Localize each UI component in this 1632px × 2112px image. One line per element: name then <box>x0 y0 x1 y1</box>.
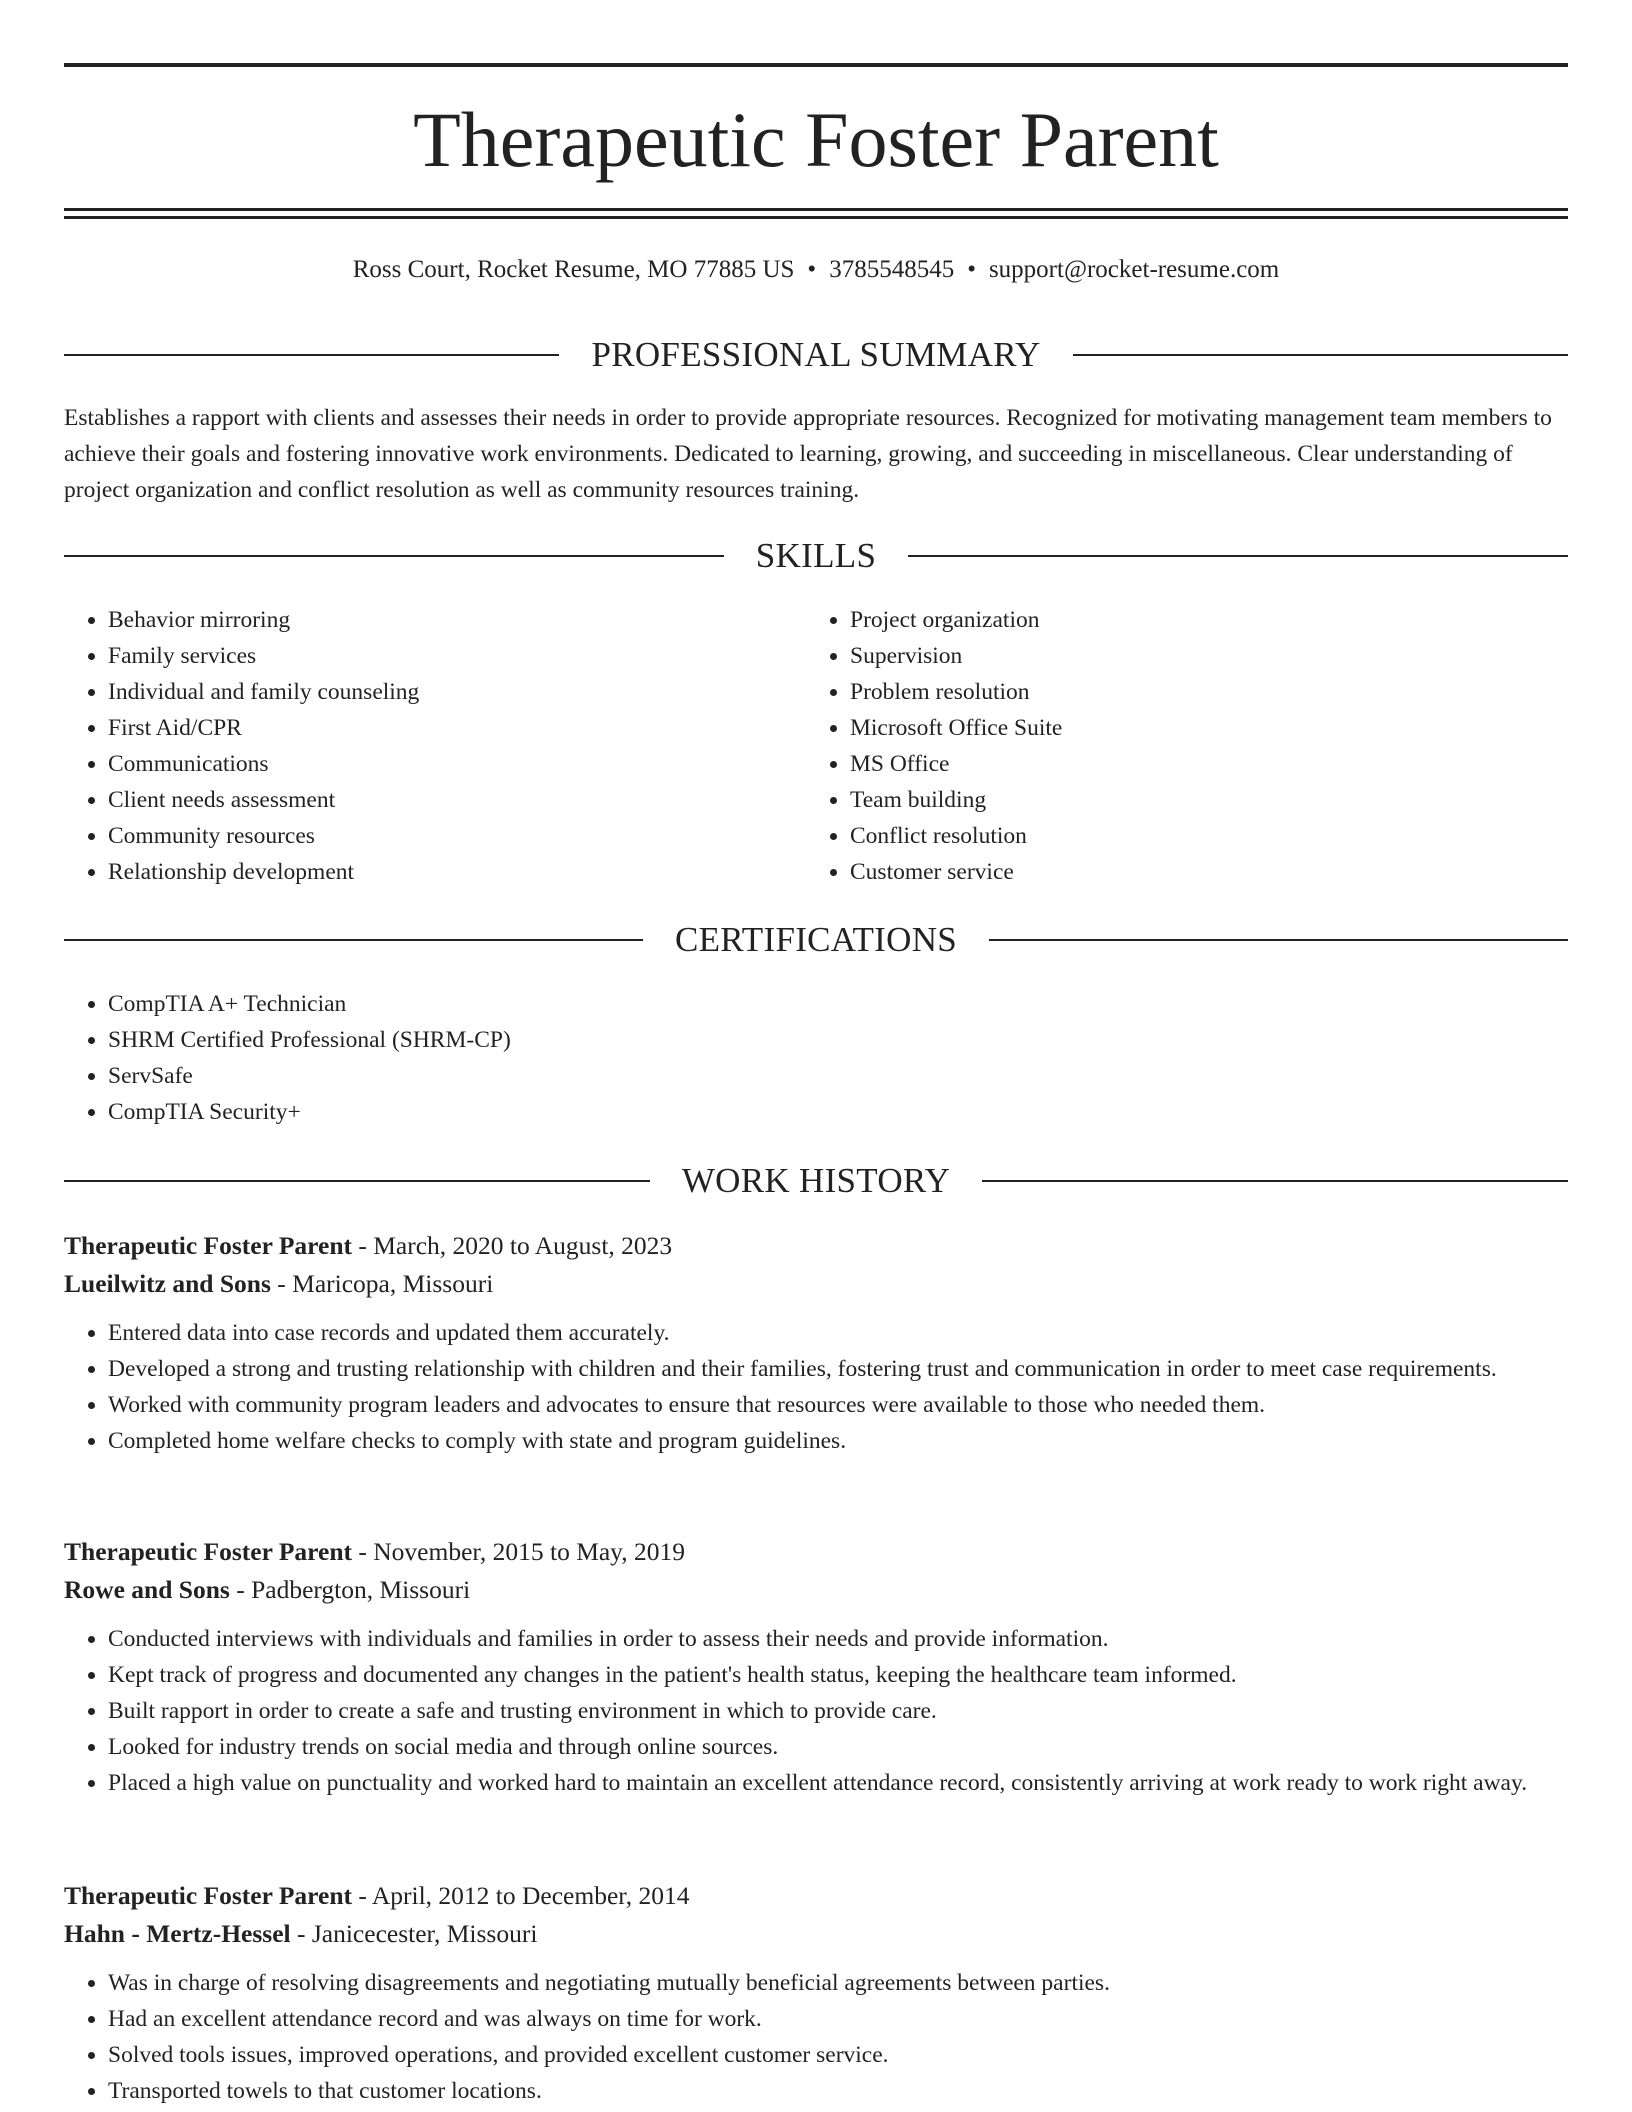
job-company: Lueilwitz and Sons <box>64 1269 271 1298</box>
section-heading-summary <box>64 331 1568 379</box>
skill-item: • Customer service <box>850 854 1506 890</box>
certification-item: • SHRM Certified Professional (SHRM-CP) <box>108 1022 1568 1058</box>
job-duty: • Developed a strong and trusting relationship with children and their families, fostering trust and communication in order to meet case requirements. <box>108 1351 1568 1387</box>
job-duty: • Conducted interviews with individuals and families in order to assess their needs and provide information. <box>108 1621 1568 1657</box>
certifications-list <box>64 986 1568 1130</box>
job-company-line: Lueilwitz and Sons - Maricopa, Missouri <box>64 1269 494 1298</box>
job-duty: • Looked for industry trends on social media and through online sources. <box>108 1729 1568 1765</box>
skill-item: • Behavior mirroring <box>108 602 764 638</box>
skill-item: • MS Office <box>850 746 1506 782</box>
job-duty: • Entered data into case records and updated them accurately. <box>108 1315 1568 1351</box>
job-role: Therapeutic Foster Parent <box>64 1537 352 1566</box>
header-rule-lower <box>64 216 1568 219</box>
job-company-line: Hahn - Mertz-Hessel - Janicecester, Missouri <box>64 1919 538 1948</box>
certifications-block <box>64 986 1568 1130</box>
heading-rule <box>64 354 559 356</box>
job-duty: • Worked with community program leaders and advocates to ensure that resources were available to those who needed them. <box>108 1387 1568 1423</box>
job-role: Therapeutic Foster Parent <box>64 1881 352 1910</box>
job-entry <box>64 1877 1568 2109</box>
skill-item: • Problem resolution <box>850 674 1506 710</box>
section-title: PROFESSIONAL SUMMARY <box>591 335 1041 374</box>
contact-line <box>64 252 1568 288</box>
skill-item: • First Aid/CPR <box>108 710 764 746</box>
section-heading-skills <box>64 532 1568 580</box>
job-company: Hahn - Mertz-Hessel <box>64 1919 291 1948</box>
skill-item: • Communications <box>108 746 764 782</box>
header-rule-upper <box>64 208 1568 211</box>
job-duties-list <box>64 1315 1568 1459</box>
summary-text: Establishes a rapport with clients and assesses their needs in order to provide appropriate resources. Recognized for motivating management team members to achieve their goals and fostering innovative work environments. Dedicated to learning, growing, and succeeding in miscellaneous. Clear understanding of project organization and conflict resolution as well as community resources training. <box>64 405 1552 503</box>
contact-phone: 3785548545 <box>829 256 955 283</box>
job-title-line: Therapeutic Foster Parent - March, 2020 to August, 2023 <box>64 1231 673 1260</box>
job-company-line: Rowe and Sons - Padbergton, Missouri <box>64 1575 471 1604</box>
job-duty: • Had an excellent attendance record and was always on time for work. <box>108 2001 1568 2037</box>
skill-item: • Supervision <box>850 638 1506 674</box>
job-duties-list <box>64 1965 1568 2109</box>
certification-item: • CompTIA A+ Technician <box>108 986 1568 1022</box>
contact-address: Ross Court, Rocket Resume, MO 77885 US <box>352 256 795 283</box>
section-heading-certifications <box>64 916 1568 964</box>
candidate-name: Therapeutic Foster Parent <box>413 96 1219 183</box>
skills-column-right <box>806 602 1506 890</box>
skills-column-left <box>64 602 764 890</box>
job-company: Rowe and Sons <box>64 1575 230 1604</box>
job-location: Padbergton, Missouri <box>251 1575 471 1604</box>
skills-list-right <box>806 602 1506 890</box>
skill-item: • Team building <box>850 782 1506 818</box>
skill-item: • Client needs assessment <box>108 782 764 818</box>
top-rule <box>64 63 1568 67</box>
section-title: SKILLS <box>755 536 877 575</box>
job-duty: • Was in charge of resolving disagreements and negotiating mutually beneficial agreements between parties. <box>108 1965 1568 2001</box>
job-title-line: Therapeutic Foster Parent - November, 2015 to May, 2019 <box>64 1537 686 1566</box>
job-location: Janicecester, Missouri <box>311 1919 538 1948</box>
job-duty: • Built rapport in order to create a safe and trusting environment in which to provide care. <box>108 1693 1568 1729</box>
job-duty: • Completed home welfare checks to comply with state and program guidelines. <box>108 1423 1568 1459</box>
heading-rule <box>989 939 1568 941</box>
job-dates: March, 2020 to August, 2023 <box>373 1231 673 1260</box>
job-dates: April, 2012 to December, 2014 <box>371 1881 690 1910</box>
contact-email: support@rocket-resume.com <box>988 256 1280 283</box>
job-dates: November, 2015 to May, 2019 <box>373 1537 686 1566</box>
job-role: Therapeutic Foster Parent <box>64 1231 352 1260</box>
skill-item: • Conflict resolution <box>850 818 1506 854</box>
job-duty: • Solved tools issues, improved operations, and provided excellent customer service. <box>108 2037 1568 2073</box>
heading-rule <box>1073 354 1568 356</box>
heading-rule <box>982 1180 1568 1182</box>
job-title-line: Therapeutic Foster Parent - April, 2012 to December, 2014 <box>64 1881 690 1910</box>
skill-item: • Microsoft Office Suite <box>850 710 1506 746</box>
job-duties-list <box>64 1621 1568 1801</box>
job-duty: • Kept track of progress and documented any changes in the patient's health status, keeping the healthcare team informed. <box>108 1657 1568 1693</box>
heading-rule <box>64 939 643 941</box>
skill-item: • Relationship development <box>108 854 764 890</box>
skill-item: • Community resources <box>108 818 764 854</box>
heading-rule <box>64 1180 650 1182</box>
skill-item: • Project organization <box>850 602 1506 638</box>
skills-list-left <box>64 602 764 890</box>
job-entry <box>64 1533 1568 1801</box>
section-title: CERTIFICATIONS <box>674 920 958 959</box>
skill-item: • Individual and family counseling <box>108 674 764 710</box>
contact-separator: • <box>967 256 976 283</box>
heading-rule <box>908 555 1568 557</box>
skill-item: • Family services <box>108 638 764 674</box>
job-duty: • Transported towels to that customer locations. <box>108 2073 1568 2109</box>
section-heading-work-history <box>64 1157 1568 1205</box>
heading-rule <box>64 555 724 557</box>
certification-item: • CompTIA Security+ <box>108 1094 1568 1130</box>
section-title: WORK HISTORY <box>681 1161 951 1200</box>
contact-separator: • <box>807 256 817 283</box>
job-location: Maricopa, Missouri <box>292 1269 494 1298</box>
job-duty: • Placed a high value on punctuality and worked hard to maintain an excellent attendance record, consistently arriving at work ready to work right away. <box>108 1765 1568 1801</box>
certification-item: • ServSafe <box>108 1058 1568 1094</box>
job-entry <box>64 1227 1568 1459</box>
